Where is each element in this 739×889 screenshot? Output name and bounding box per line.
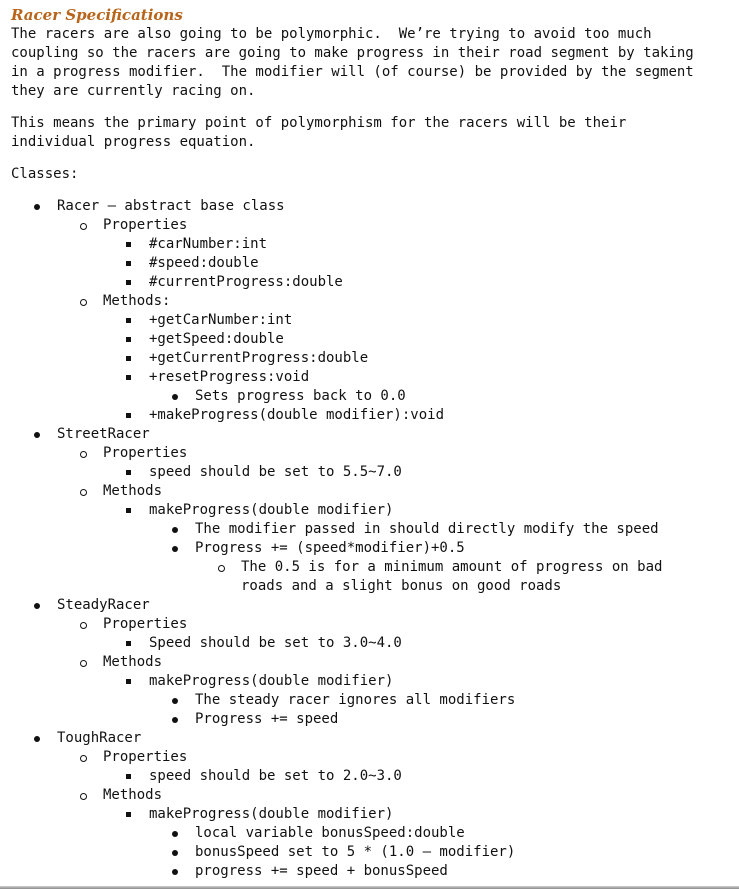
- note-text: bonusSpeed set to 5 * (1.0 – modifier): [195, 844, 516, 860]
- polymorphism-paragraph: This means the primary point of polymorphism for the racers will be their individual progress equation.: [11, 115, 627, 150]
- properties-label: Properties: [103, 217, 188, 233]
- disc-bullet-icon: [172, 698, 178, 704]
- list-item: [103, 501, 731, 596]
- methods-label: Methods: [103, 787, 163, 803]
- circle-bullet-icon: [218, 565, 225, 572]
- square-bullet-icon: [126, 280, 131, 285]
- square-bullet-icon: [126, 679, 131, 684]
- list-item: [103, 805, 731, 881]
- disc-bullet-icon: [34, 736, 40, 742]
- class-label: StreetRacer: [57, 426, 150, 442]
- methods-label: Methods: [103, 483, 163, 499]
- list-item: [103, 767, 731, 786]
- list-item: [149, 843, 731, 862]
- list-item: [103, 235, 731, 254]
- list-item: [149, 862, 731, 881]
- property-text: speed should be set to 5.5~7.0: [149, 464, 402, 480]
- circle-bullet-icon: [80, 622, 87, 629]
- properties-label: Properties: [103, 749, 188, 765]
- methods-section: [57, 292, 731, 425]
- method-notes: [149, 387, 731, 406]
- method-notes: [149, 520, 731, 596]
- properties-section: [57, 615, 731, 653]
- square-bullet-icon: [126, 774, 131, 779]
- list-item: [149, 710, 731, 729]
- property-text: Speed should be set to 3.0~4.0: [149, 635, 402, 651]
- note-text: Progress += speed: [195, 711, 339, 727]
- note-text: local variable bonusSpeed:double: [195, 825, 465, 841]
- disc-bullet-icon: [34, 432, 40, 438]
- class-sections: [57, 444, 731, 596]
- list-item: [103, 672, 731, 729]
- property-text: speed should be set to 2.0~3.0: [149, 768, 402, 784]
- square-bullet-icon: [126, 413, 131, 418]
- square-bullet-icon: [126, 375, 131, 380]
- properties-label: Properties: [103, 445, 188, 461]
- disc-bullet-icon: [172, 394, 178, 400]
- disc-bullet-icon: [172, 546, 178, 552]
- methods-section: [57, 482, 731, 596]
- disc-bullet-icon: [34, 204, 40, 210]
- disc-bullet-icon: [172, 869, 178, 875]
- class-sections: [57, 615, 731, 729]
- square-bullet-icon: [126, 470, 131, 475]
- method-list: [103, 672, 731, 729]
- method-text: makeProgress(double modifier): [149, 673, 394, 689]
- circle-bullet-icon: [80, 793, 87, 800]
- property-list: [103, 235, 731, 292]
- class-item-toughracer: [11, 729, 731, 881]
- classes-label: Classes:: [11, 166, 79, 182]
- disc-bullet-icon: [172, 850, 178, 856]
- note-text: The 0.5 is for a minimum amount of progress on bad roads and a slight bonus on good roads: [241, 559, 663, 594]
- methods-section: [57, 653, 731, 729]
- class-label: SteadyRacer: [57, 597, 150, 613]
- circle-bullet-icon: [80, 299, 87, 306]
- method-text: +getSpeed:double: [149, 331, 284, 347]
- method-list: [103, 501, 731, 596]
- circle-bullet-icon: [80, 755, 87, 762]
- circle-bullet-icon: [80, 451, 87, 458]
- properties-section: [57, 444, 731, 482]
- list-item: [103, 463, 731, 482]
- document: [11, 5, 731, 881]
- property-list: [103, 634, 731, 653]
- note-text: progress += speed + bonusSpeed: [195, 863, 448, 879]
- method-list: [103, 805, 731, 881]
- square-bullet-icon: [126, 318, 131, 323]
- disc-bullet-icon: [34, 603, 40, 609]
- properties-label: Properties: [103, 616, 188, 632]
- square-bullet-icon: [126, 337, 131, 342]
- square-bullet-icon: [126, 356, 131, 361]
- note-text: Progress += (speed*modifier)+0.5: [195, 540, 465, 556]
- disc-bullet-icon: [172, 717, 178, 723]
- class-sections: [57, 748, 731, 881]
- square-bullet-icon: [126, 812, 131, 817]
- list-item: [103, 311, 731, 330]
- note-text: Sets progress back to 0.0: [195, 388, 406, 404]
- property-list: [103, 767, 731, 786]
- method-notes: [149, 691, 731, 729]
- method-text: makeProgress(double modifier): [149, 806, 394, 822]
- square-bullet-icon: [126, 242, 131, 247]
- list-item: [149, 824, 731, 843]
- list-item: [103, 273, 731, 292]
- list-item: [103, 368, 731, 406]
- sub-notes: [195, 558, 731, 596]
- property-text: #carNumber:int: [149, 236, 268, 252]
- method-list: [103, 311, 731, 425]
- methods-label: Methods: [103, 654, 163, 670]
- method-text: +getCurrentProgress:double: [149, 350, 369, 366]
- method-text: +getCarNumber:int: [149, 312, 293, 328]
- class-item-streetracer: [11, 425, 731, 596]
- property-text: #currentProgress:double: [149, 274, 343, 290]
- properties-section: [57, 748, 731, 786]
- method-text: +makeProgress(double modifier):void: [149, 407, 445, 423]
- class-sections: [57, 216, 731, 425]
- list-item: [149, 520, 731, 539]
- methods-section: [57, 786, 731, 881]
- list-item: [195, 558, 731, 596]
- note-text: The steady racer ignores all modifiers: [195, 692, 516, 708]
- methods-label: Methods:: [103, 293, 171, 309]
- class-label: Racer – abstract base class: [57, 198, 285, 214]
- list-item: [149, 691, 731, 710]
- method-text: makeProgress(double modifier): [149, 502, 394, 518]
- class-item-steadyracer: [11, 596, 731, 729]
- disc-bullet-icon: [172, 831, 178, 837]
- list-item: [149, 387, 731, 406]
- list-item: [149, 539, 731, 596]
- disc-bullet-icon: [172, 527, 178, 533]
- properties-section: [57, 216, 731, 292]
- circle-bullet-icon: [80, 660, 87, 667]
- class-label: ToughRacer: [57, 730, 142, 746]
- square-bullet-icon: [126, 261, 131, 266]
- intro-paragraph: The racers are also going to be polymorphic. We’re trying to avoid too much coupling so the racers are going to make progress in their road segment by taking in a progress modifier. The modifier will (of course) be provided by the segment they are currently racing on.: [11, 26, 694, 99]
- note-text: The modifier passed in should directly modify the speed: [195, 521, 659, 537]
- list-item: [103, 330, 731, 349]
- class-item-racer: [11, 197, 731, 425]
- method-notes: [149, 824, 731, 881]
- property-text: #speed:double: [149, 255, 259, 271]
- method-text: +resetProgress:void: [149, 369, 310, 385]
- list-item: [103, 349, 731, 368]
- list-item: [103, 254, 731, 273]
- list-item: [103, 634, 731, 653]
- square-bullet-icon: [126, 641, 131, 646]
- list-item: [103, 406, 731, 425]
- section-title: Racer Specifications: [11, 6, 183, 24]
- square-bullet-icon: [126, 508, 131, 513]
- circle-bullet-icon: [80, 223, 87, 230]
- class-list: [11, 197, 731, 881]
- property-list: [103, 463, 731, 482]
- circle-bullet-icon: [80, 489, 87, 496]
